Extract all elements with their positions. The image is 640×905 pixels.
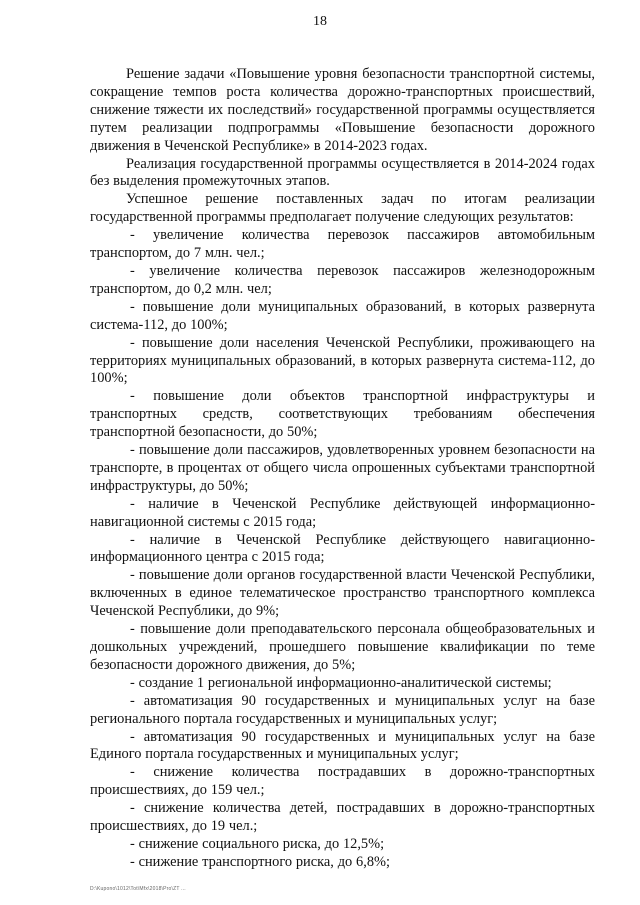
paragraph-task-solution: Решение задачи «Повышение уровня безопасности транспортной системы, сокращение темпов роста количества дорожно-транспортных происшествий, снижение тяжести их последствий» государственной программы осуществляется путем реализации подпрограммы «Повышение безопасности дорожного движения в Чеченской Республике» в 2014-2023 годах. [90,66,595,154]
result-item: - повышение доли пассажиров, удовлетворенных уровнем безопасности на транспорте, в процентах от общего числа опрошенных субъектами транспортной инфраструктуры, до 50%; [90,442,595,494]
result-item: - автоматизация 90 государственных и муниципальных услуг на базе регионального портала государственных и муниципальных услуг; [90,692,595,727]
result-item: - снижение количества пострадавших в дорожно-транспортных происшествиях, до 159 чел.; [90,764,595,799]
footer-file-stamp: D:\Kupono\1012\Tot\Mfx\2018\Pro\ZT ... [90,886,186,892]
result-item: - повышение доли преподавательского персонала общеобразовательных и дошкольных учреждений, прошедшего повышение квалификации по теме безопасности дорожного движения, до 5%; [90,621,595,673]
paragraph-results-intro: Успешное решение поставленных задач по итогам реализации государственной программы предполагает получение следующих результатов: [90,191,595,226]
result-item: - повышение доли объектов транспортной инфраструктуры и транспортных средств, соответствующих требованиям обеспечения транспортной безопасности, до 50%; [90,388,595,441]
paragraph-implementation-period: Реализация государственной программы осуществляется в 2014-2024 годах без выделения промежуточных этапов. [90,155,595,190]
result-item: - увеличение количества перевозок пассажиров автомобильным транспортом, до 7 млн. чел.; [90,227,595,262]
result-item: - наличие в Чеченской Республике действующего навигационно-информационного центра с 2015 года; [90,531,595,566]
result-item: - автоматизация 90 государственных и муниципальных услуг на базе Единого портала государственных и муниципальных услуг; [90,728,595,763]
result-item: - повышение доли населения Чеченской Республики, проживающего на территориях муниципальных образований, в которых развернута система-112, до 100%; [90,334,595,387]
result-item: - повышение доли органов государственной власти Чеченской Республики, включенных в единое телематическое пространство транспортного комплекса Чеченской Республики, до 9%; [90,567,595,620]
result-item: - снижение количества детей, пострадавших в дорожно-транспортных происшествиях, до 19 чел.; [90,800,595,835]
page-number: 18 [313,14,327,29]
document-body [90,66,595,872]
result-item: - повышение доли муниципальных образований, в которых развернута система-112, до 100%; [90,298,595,333]
result-item: - создание 1 региональной информационно-аналитической системы; [130,674,552,691]
result-item: - снижение социального риска, до 12,5%; [130,835,385,852]
result-item: - наличие в Чеченской Республике действующей информационно-навигационной системы с 2015 года; [90,495,595,530]
result-item: - снижение транспортного риска, до 6,8%; [130,853,390,870]
result-item: - увеличение количества перевозок пассажиров железнодорожным транспортом, до 0,2 млн. чел; [90,262,595,297]
